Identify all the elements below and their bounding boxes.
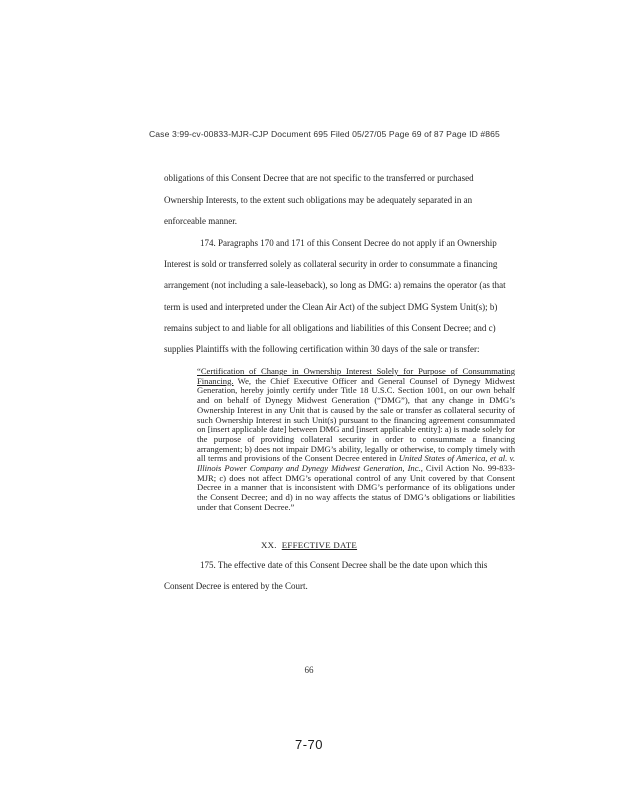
certification-text: We, the Chief Executive Officer and General Counsel of Dynegy Midwest Generation, hereby jointly certify under Title 18 U.S.C. Section 1001, on our own behalf and on behalf of Dynegy Midwest Generation (“DMG”), that any change in DMG’s Ownership Interest in any Unit that is caused by the sale or transfer as collateral security of such Ownership Interest in such Unit(s) pursuant to the financing agreement consummated on [insert applicable date] between DMG and [insert applicable entity]: a) is made solely for the purpose of providing collateral security in order to consummate a financing arrangement; b) does not impair DMG’s ability, legally or otherwise, to comply timely with all terms and provisions of the Consent Decree entered in: [197, 375, 515, 464]
paragraph-175-line: 175. The effective date of this Consent Decree shall be the date upon which this: [200, 560, 488, 570]
paragraph-174-line: remains subject to and liable for all obligations and liabilities of this Consent Decree; and c): [164, 323, 496, 333]
body-line: Ownership Interests, to the extent such obligations may be adequately separated in an: [164, 195, 473, 205]
body-line: enforceable manner.: [164, 216, 237, 226]
exhibit-page-number: 7-70: [294, 737, 324, 752]
paragraph-175-line: Consent Decree is entered by the Court.: [164, 581, 308, 591]
body-line: obligations of this Consent Decree that are not specific to the transferred or purchased: [164, 173, 474, 183]
section-title: EFFECTIVE DATE: [281, 540, 358, 550]
certification-title: “Certification of Change in Ownership Interest Solely for Purpose of Consummating Financing.: [197, 366, 515, 386]
section-heading: [0, 540, 618, 550]
paragraph-174-line: 174. Paragraphs 170 and 171 of this Consent Decree do not apply if an Ownership: [200, 238, 497, 248]
case-name: United States of America, et al. v. Illinois Power Company and Dynegy Midwest Generation, Inc.: [197, 453, 515, 474]
paragraph-174-line: supplies Plaintiffs with the following certification within 30 days of the sale or transfer:: [164, 344, 480, 354]
paragraph-174-line: arrangement (not including a sale-leaseback), so long as DMG: a) remains the operator (as that: [164, 280, 506, 290]
paragraph-174-line: Interest is sold or transferred solely as collateral security in order to consummate a financing: [164, 259, 498, 269]
certification-block: [197, 367, 515, 513]
page-number: 66: [304, 665, 314, 675]
section-number: XX.: [260, 540, 277, 550]
paragraph-174-line: term is used and interpreted under the Clean Air Act) of the subject DMG System Unit(s); b): [164, 302, 498, 312]
document-header: Case 3:99-cv-00833-MJR-CJP Document 695 Filed 05/27/05 Page 69 of 87 Page ID #865: [149, 129, 500, 139]
certification-text-end: , Civil Action No. 99-833-MJR; c) does not affect DMG’s operational control of any Unit covered by that Consent Decree in a manner that is inconsistent with DMG’s performance of its obligations under the Consent Decree; and d) in no way affects the status of DMG’s obligations or liabilities under that Consent Decree.”: [197, 463, 515, 512]
